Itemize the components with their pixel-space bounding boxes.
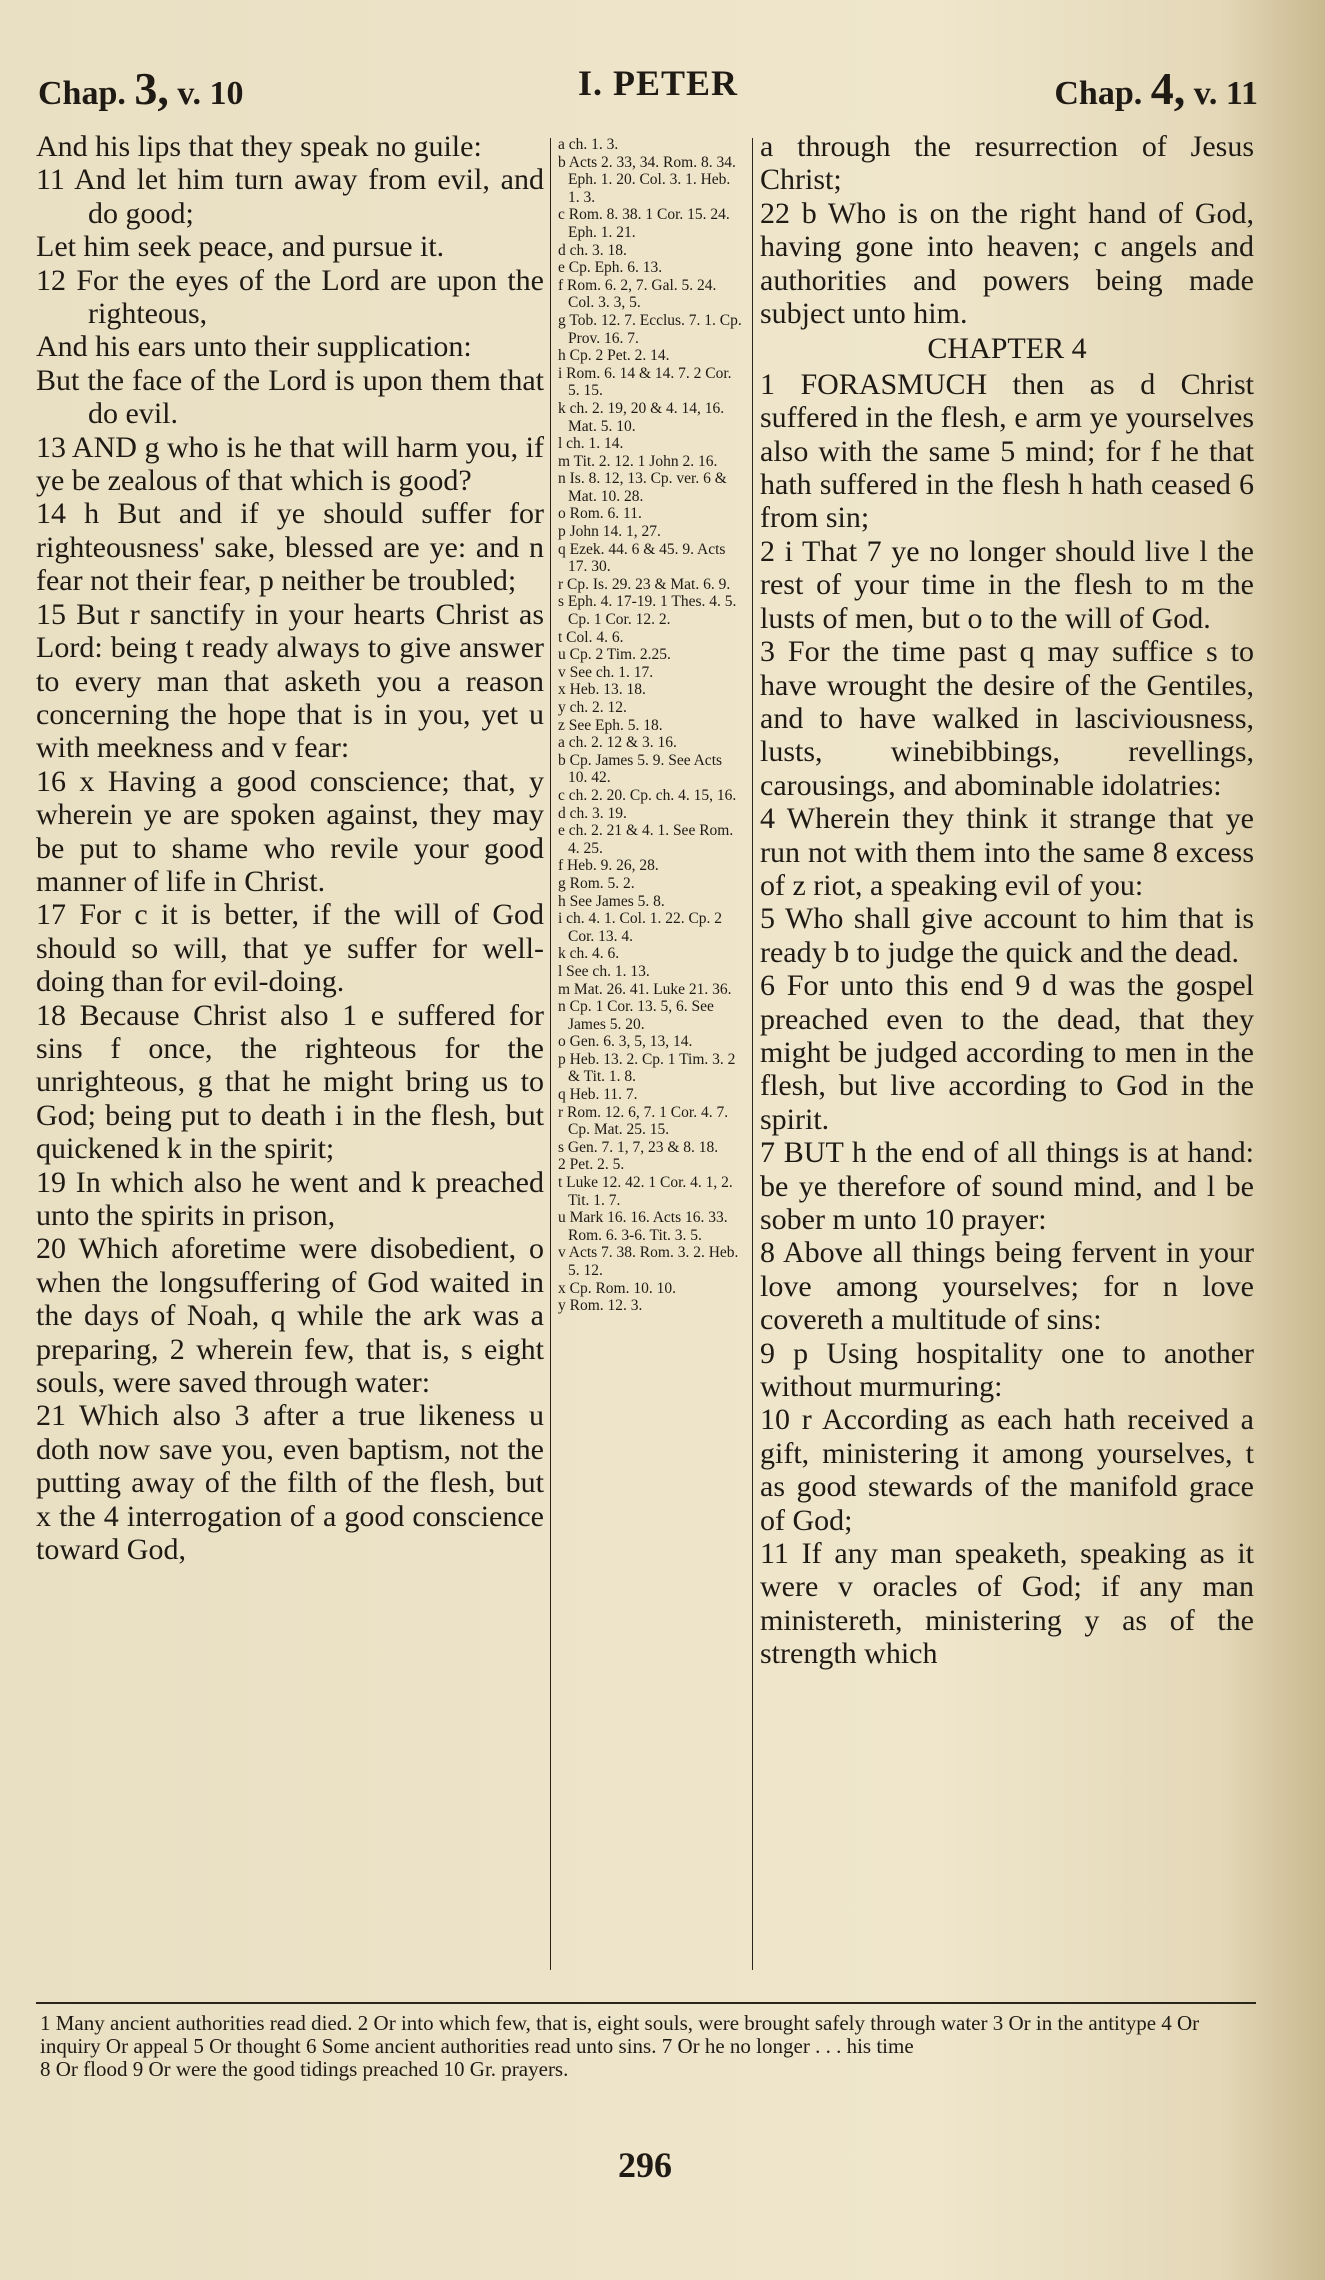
cross-reference: q Ezek. 44. 6 & 45. 9. Acts 17. 30. [558,540,726,576]
verse: 13 AND g who is he that will harm you, if ye be zealous of that which is good? [36,430,544,498]
right-text-column [760,130,1254,1671]
chapter-heading: CHAPTER 4 [927,332,1087,366]
header-left-reference: Chap. 3, v. 10 [38,63,244,114]
verse: 12 For the eyes of the Lord are upon the righteous, [36,263,544,331]
left-text-column [36,130,544,1566]
verse: And his lips that they speak no guile: [36,130,482,163]
verse: Let him seek peace, and pursue it. [36,230,445,264]
cross-reference: r Cp. Is. 29. 23 & Mat. 6. 9. [558,575,731,593]
cross-reference: x Cp. Rom. 10. 10. [558,1279,676,1297]
book-title: I. PETER [578,63,739,103]
cross-reference: s Eph. 4. 17-19. 1 Thes. 4. 5. Cp. 1 Cor. 12. 2. [558,593,737,629]
cross-reference: n Cp. 1 Cor. 13. 5, 6. See James 5. 20. [558,998,714,1033]
cross-reference: z See Eph. 5. 18. [558,716,663,734]
cross-reference: y Rom. 12. 3. [558,1297,643,1315]
verse: 11 And let him turn away from evil, and do good; [36,163,544,230]
running-header [38,62,1258,122]
verse: 14 h But and if ye should suffer for righteousness' sake, blessed are ye: and n fear not their fear, p neither be troubled; [36,497,544,598]
cross-reference: p Heb. 13. 2. Cp. 1 Tim. 3. 2 & Tit. 1. 8. [558,1050,736,1086]
column-divider-left [550,138,551,1970]
cross-reference: v See ch. 1. 17. [558,663,654,681]
cross-reference: s Gen. 7. 1, 7, 23 & 8. 18. [558,1138,719,1156]
cross-reference: b Acts 2. 33, 34. Rom. 8. 34. Eph. 1. 20. Col. 3. 1. Heb. 1. 3. [558,153,736,206]
cross-reference: o Gen. 6. 3, 5, 13, 14. [558,1033,693,1051]
verse: 7 BUT h the end of all things is at hand: be ye therefore of sound mind, and l be sober m unto 10 prayer: [760,1136,1254,1236]
cross-reference: h See James 5. 8. [558,892,665,910]
cross-reference: q Heb. 11. 7. [558,1086,638,1104]
footnote-line: 8 Or flood 9 Or were the good tidings preached 10 Gr. prayers. [40,2057,569,2081]
cross-reference: m Mat. 26. 41. Luke 21. 36. [558,980,732,998]
cross-reference: h Cp. 2 Pet. 2. 14. [558,347,670,365]
verse: And his ears unto their supplication: [36,330,472,364]
footnote-line: 1 Many ancient authorities read died. 2 Or into which few, that is, eight souls, were brought safely through water 3 Or in the antitype 4 Or inquiry Or appeal 5 Or thought 6 Some ancient authorities read unto sins. 7 Or he no longer . . . his time [40,2011,1200,2058]
cross-reference: c ch. 2. 20. Cp. ch. 4. 15, 16. [558,786,737,804]
cross-reference: a ch. 1. 3. [558,136,619,153]
cross-reference: m Tit. 2. 12. 1 John 2. 16. [558,452,718,470]
verse: 8 Above all things being fervent in your love among yourselves; for n love covereth a multitude of sins: [760,1236,1254,1337]
cross-reference: i Rom. 6. 14 & 14. 7. 2 Cor. 5. 15. [558,364,732,400]
cross-reference: i ch. 4. 1. Col. 1. 22. Cp. 2 Cor. 13. 4. [558,910,723,945]
cross-reference: t Luke 12. 42. 1 Cor. 4. 1, 2. Tit. 1. 7. [558,1174,733,1209]
verse: a through the resurrection of Jesus Christ; [760,130,1254,197]
verse: But the face of the Lord is upon them that do evil. [36,363,544,431]
cross-reference: k ch. 4. 6. [558,945,620,963]
verse: 10 r According as each hath received a gift, ministering it among yourselves, t as good stewards of the manifold grace of God; [760,1403,1254,1537]
cross-reference: 2 Pet. 2. 5. [558,1156,625,1174]
page-number: 296 [618,2145,672,2185]
verse: 15 But r sanctify in your hearts Christ as Lord: being t ready always to give answer to every man that asketh you a reason concerning the hope that is in you, yet u with meekness and v fear: [36,597,544,765]
verse: 6 For unto this end 9 d was the gospel preached even to the dead, that they might be judged according to men in the flesh, but live according to God in the spirit. [760,969,1254,1136]
verse: 22 b Who is on the right hand of God, having gone into heaven; c angels and authorities and powers being made subject unto him. [760,196,1254,331]
footnotes [40,2012,1255,2081]
cross-reference: l See ch. 1. 13. [558,962,650,980]
cross-reference: d ch. 3. 19. [558,804,627,822]
cross-reference: b Cp. James 5. 9. See Acts 10. 42. [558,751,723,787]
verse: 20 Which aforetime were disobedient, o when the longsuffering of God waited in the days of Noah, q while the ark was a preparing, 2 wherein few, that is, s eight souls, were saved through water: [36,1232,544,1400]
cross-reference: v Acts 7. 38. Rom. 3. 2. Heb. 5. 12. [558,1244,739,1279]
cross-reference: x Heb. 13. 18. [558,681,646,699]
cross-reference: u Cp. 2 Tim. 2.25. [558,646,671,664]
cross-reference: r Rom. 12. 6, 7. 1 Cor. 4. 7. Cp. Mat. 25. 15. [558,1103,729,1139]
cross-reference: t Col. 4. 6. [558,628,624,646]
cross-reference: y ch. 2. 12. [558,699,627,716]
cross-reference: l ch. 1. 14. [558,435,624,453]
column-divider-right [752,138,753,1970]
verse: 1 FORASMUCH then as d Christ suffered in the flesh, e arm ye yourselves also with the same 5 mind; for f he that hath suffered in the flesh h hath ceased 6 from sin; [760,367,1254,535]
verse: 5 Who shall give account to him that is ready b to judge the quick and the dead. [760,902,1254,969]
verse: 19 In which also he went and k preached unto the spirits in prison, [36,1165,544,1232]
verse: 16 x Having a good conscience; that, y wherein ye are spoken against, they may be put to shame who revile your good manner of life in Christ. [36,764,544,898]
cross-reference: f Rom. 6. 2, 7. Gal. 5. 24. Col. 3. 3, 5. [558,276,717,312]
cross-reference: o Rom. 6. 11. [558,505,642,523]
footnote-divider [36,2002,1256,2004]
cross-reference: a ch. 2. 12 & 3. 16. [558,734,677,752]
cross-reference: f Heb. 9. 26, 28. [558,857,659,875]
cross-reference: e ch. 2. 21 & 4. 1. See Rom. 4. 25. [558,822,734,857]
verse: 21 Which also 3 after a true likeness u doth now save you, even baptism, not the putting away of the filth of the flesh, but x the 4 interrogation of a good conscience toward God, [36,1399,544,1567]
cross-reference: g Rom. 5. 2. [558,874,635,892]
cross-reference: g Tob. 12. 7. Ecclus. 7. 1. Cp. Prov. 16. 7. [558,311,742,347]
cross-reference: e Cp. Eph. 6. 13. [558,259,663,277]
verse: 4 Wherein they think it strange that ye run not with them into the same 8 excess of z riot, a speaking evil of you: [760,802,1254,902]
verse: 11 If any man speaketh, speaking as it were v oracles of God; if any man ministereth, ministering y as of the strength which [760,1537,1254,1671]
header-right-reference: Chap. 4, v. 11 [1054,63,1258,114]
cross-reference: k ch. 2. 19, 20 & 4. 14, 16. Mat. 5. 10. [558,399,725,435]
cross-reference: u Mark 16. 16. Acts 16. 33. Rom. 6. 3-6. Tit. 3. 5. [558,1209,728,1244]
verse: 2 i That 7 ye no longer should live l the rest of your time in the flesh to m the lusts of men, but o to the will of God. [760,534,1254,635]
verse: 9 p Using hospitality one to another without murmuring: [760,1336,1254,1404]
verse: 3 For the time past q may suffice s to have wrought the desire of the Gentiles, and to have walked in lasciviousness, lusts, winebibbings, revellings, carousings, and abominable idolatries: [760,635,1254,802]
cross-reference: n Is. 8. 12, 13. Cp. ver. 6 & Mat. 10. 28. [558,470,727,505]
verse: 17 For c it is better, if the will of God should so will, that ye suffer for well-doing than for evil-doing. [36,898,544,999]
cross-reference: c Rom. 8. 38. 1 Cor. 15. 24. Eph. 1. 21. [558,206,730,241]
verse: 18 Because Christ also 1 e suffered for sins f once, the righteous for the unrighteous, g that he might bring us to God; being put to death i in the flesh, but quickened k in the spirit; [36,998,544,1166]
cross-reference: d ch. 3. 18. [558,241,627,259]
cross-references-column [558,136,744,1315]
cross-reference: p John 14. 1, 27. [558,523,661,541]
